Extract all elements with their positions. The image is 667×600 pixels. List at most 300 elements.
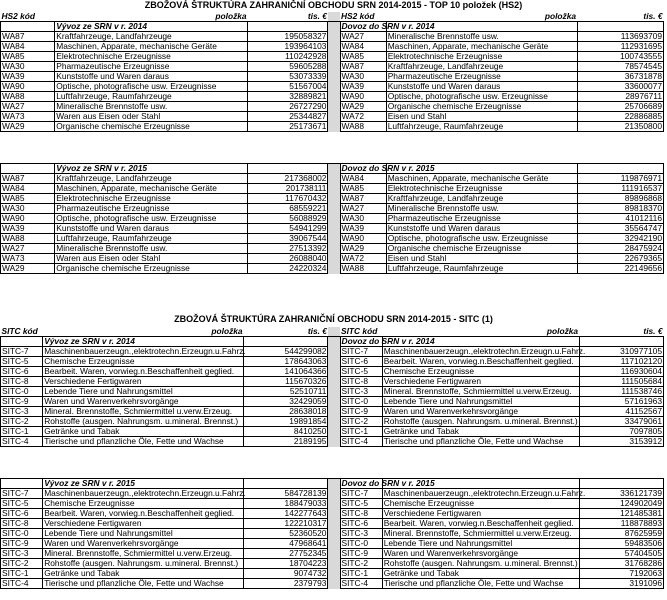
export-code-cell: SITC-0 [1, 529, 43, 539]
export-value-cell: 217368002 [248, 174, 328, 184]
spacer-cell [328, 427, 340, 437]
export-code-cell: WA73 [1, 254, 55, 264]
export-code-cell: WA39 [1, 72, 55, 82]
blank-cell [244, 479, 328, 489]
export-item-cell: Tierische und pflanzliche Öle, Fette und Wachse [43, 437, 244, 447]
import-item-cell: Eisen und Stahl [386, 112, 577, 122]
export-item-cell: Kraftfahrzeuge, Landfahrzeuge [55, 32, 248, 42]
export-item-cell: Rohstoffe (ausgen. Nahrungsm. u.mineral. Brennst.) [43, 559, 244, 569]
import-code-cell: SITC-0 [340, 397, 382, 407]
export-code-cell: SITC-0 [1, 387, 43, 397]
export-label: Vývoz ze SRN v r. 2015 [43, 479, 244, 489]
import-value-cell: 116930604 [579, 367, 663, 377]
export-code-cell: SITC-9 [1, 397, 43, 407]
export-value-cell: 110242928 [248, 52, 328, 62]
export-code-cell: WA88 [1, 92, 55, 102]
table-row [1, 82, 664, 92]
column-value-header: tis. € [643, 11, 663, 21]
spacer-cell [328, 347, 340, 357]
spacer-cell [328, 22, 340, 32]
import-value-cell: 21350800 [577, 122, 663, 132]
export-item-cell: Kunststoffe und Waren daraus [55, 224, 248, 234]
export-code-cell: WA85 [1, 194, 55, 204]
export-value-cell: 178643063 [244, 357, 328, 367]
table-row [1, 489, 664, 499]
import-item-cell: Verschiedene Fertigwaren [382, 377, 579, 387]
import-item-cell: Bearbeit. Waren, vorwieg.n.Beschaffenheit geglied. [382, 519, 579, 529]
import-value-cell: 28475924 [577, 244, 663, 254]
export-item-cell: Maschinenbauerzeugn.,elektrotechn.Erzeugn.u.Fahrz. [44, 346, 246, 356]
export-item-cell: Waren aus Eisen oder Stahl [55, 254, 248, 264]
import-value-cell: 3191096 [579, 579, 663, 589]
import-label: Dovoz do SRN v r. 2015 [341, 478, 435, 488]
export-code-cell: WA87 [1, 174, 55, 184]
block-label-row [1, 479, 664, 489]
import-code-cell: SITC-1 [340, 427, 382, 437]
import-value-cell: 33479061 [579, 417, 663, 427]
spacer-cell [328, 264, 340, 274]
export-item-cell: Verschiedene Fertigwaren [43, 377, 244, 387]
column-code-header: SITC kód [341, 326, 378, 336]
import-item-cell: Elektrotechnische Erzeugnisse [386, 184, 577, 194]
import-code-cell: SITC-5 [340, 499, 382, 509]
spacer-cell [328, 539, 340, 549]
import-item-cell: Lebende Tiere und Nahrungsmittel [382, 397, 579, 407]
import-code-cell: WA29 [340, 102, 386, 112]
export-code-cell: SITC-4 [1, 437, 43, 447]
import-item-cell: Rohstoffe (ausgen. Nahrungsm. u.mineral. Brennst.) [383, 558, 578, 568]
export-item-cell: Waren und Warenverkehrsvorgänge [43, 397, 244, 407]
spacer-cell [328, 357, 340, 367]
spacer-cell [328, 214, 340, 224]
export-value-cell: 56088929 [248, 214, 328, 224]
hs2-title: ZBOŽOVÁ ŠTRUKTÚRA ZAHRANIČNÍ OBCHODU SRN 2014-2015 - TOP 10 položek (HS2) [144, 0, 523, 10]
import-value-cell: 111538746 [579, 387, 663, 397]
table-row [1, 559, 664, 569]
import-code-cell: SITC-7 [340, 489, 382, 499]
export-item-cell: Maschinen, Apparate, mechanische Geräte [55, 184, 248, 194]
table-row [1, 92, 664, 102]
blank-cell [248, 22, 328, 32]
import-label: Dovoz do SRN v r. 2014 [341, 21, 435, 31]
blank-cell [579, 479, 663, 489]
import-item-cell: Kraftfahrzeuge, Landfahrzeuge [386, 62, 577, 72]
export-value-cell: 25344827 [248, 112, 328, 122]
block-label-row [1, 337, 664, 347]
column-code-header: HS2 kód [341, 11, 375, 21]
export-item-cell: Pharmazeutische Erzeugnisse [55, 62, 248, 72]
table-row [1, 244, 664, 254]
spacer-cell [328, 519, 340, 529]
export-item-cell: Elektrotechnische Erzeugnisse [55, 52, 248, 62]
export-value-cell: 52360520 [244, 529, 328, 539]
export-value-cell: 188479033 [244, 499, 328, 509]
blank-cell [577, 22, 663, 32]
export-item-cell: Bearbeit. Waren, vorwieg.n.Beschaffenheit geglied. [43, 367, 244, 377]
import-value-cell: 25706689 [577, 102, 663, 112]
export-value-cell: 2379793 [244, 579, 328, 589]
blank-cell [1, 154, 55, 164]
import-item-cell: Getränke und Tabak [382, 569, 579, 579]
table-row [1, 417, 664, 427]
import-code-cell: SITC-0 [340, 539, 382, 549]
table-row [1, 387, 664, 397]
export-item-cell: Organische chemische Erzeugnisse [55, 122, 248, 132]
import-value-cell: 111505684 [579, 377, 663, 387]
import-item-cell: Optische, photografische usw. Erzeugnisse [386, 92, 577, 102]
table-row [1, 112, 664, 122]
export-item-cell: Kunststoffe und Waren daraus [55, 72, 248, 82]
export-code-cell: WA90 [1, 82, 55, 92]
import-item-cell: Pharmazeutische Erzeugnisse [386, 72, 577, 82]
export-item-cell: Mineral. Brennstoffe, Schmiermittel u.verw.Erzeug. [43, 407, 244, 417]
import-code-cell: WA84 [340, 174, 386, 184]
import-item-cell: Eisen und Stahl [386, 254, 577, 264]
export-value-cell: 59605288 [248, 62, 328, 72]
import-value-cell: 7097805 [579, 427, 663, 437]
import-value-cell: 36731878 [577, 72, 663, 82]
spacer-cell [328, 509, 340, 519]
spacer-cell [328, 254, 340, 264]
export-code-cell: SITC-1 [1, 569, 43, 579]
import-value-cell: 41152567 [579, 407, 663, 417]
import-code-cell: SITC-5 [340, 367, 382, 377]
export-value-cell: 53073339 [248, 72, 328, 82]
import-value-cell: 28976711 [577, 92, 663, 102]
sitc-2014-table [0, 327, 664, 447]
export-code-cell: WA88 [1, 234, 55, 244]
table-row [1, 397, 664, 407]
import-value-cell: 124902049 [579, 499, 663, 509]
export-value-cell: 39067544 [248, 234, 328, 244]
blank-cell [579, 337, 663, 347]
spacer-cell [328, 92, 340, 102]
table-row [1, 579, 664, 589]
spacer-cell [328, 234, 340, 244]
import-value-cell: 57161963 [579, 397, 663, 407]
export-code-cell: WA84 [1, 184, 55, 194]
import-label: Dovoz do SRN v r. 2014 [341, 336, 435, 346]
column-item-header: položka [211, 326, 243, 336]
import-value-cell: 121485381 [579, 509, 663, 519]
table-row [1, 52, 664, 62]
spacer-cell [328, 397, 340, 407]
export-label: Vývoz ze SRN v r. 2014 [55, 22, 248, 32]
export-value-cell: 584728139 [244, 489, 328, 499]
column-item-header: položka [546, 326, 579, 336]
export-item-cell: Mineralische Brennstoffe usw. [55, 102, 248, 112]
block-label-row [1, 164, 664, 174]
table-row [1, 234, 664, 244]
import-code-cell: WA85 [340, 52, 386, 62]
import-value-cell: 117102120 [579, 357, 663, 367]
export-code-cell: SITC-4 [1, 579, 43, 589]
column-value-header: tis. € [307, 11, 327, 21]
import-value-cell: 78574545 [577, 62, 663, 72]
table-row [1, 264, 664, 274]
export-code-cell: SITC-2 [1, 559, 43, 569]
import-code-cell: WA90 [340, 234, 386, 244]
export-label: Vývoz ze SRN v r. 2014 [43, 337, 244, 347]
import-code-cell: WA39 [340, 224, 386, 234]
export-value-cell: 52510711 [244, 387, 328, 397]
export-value-cell: 25173671 [248, 122, 328, 132]
import-code-cell: WA88 [340, 264, 386, 274]
column-value-header: tis. € [643, 326, 663, 336]
import-code-cell: SITC-4 [340, 437, 382, 447]
import-item-cell: Maschinenbauerzeugn.,elektrotechn.Erzeugn.u.Fahrz. [383, 346, 586, 356]
export-item-cell: Kraftfahrzeuge, Landfahrzeuge [55, 174, 248, 184]
blank-cell [248, 164, 328, 174]
import-code-cell: WA90 [340, 92, 386, 102]
import-item-cell: Tierische und pflanzliche Öle, Fette und Wachse [382, 579, 579, 589]
import-code-cell: WA27 [340, 204, 386, 214]
export-code-cell: SITC-7 [1, 347, 43, 357]
export-item-cell: Lebende Tiere und Nahrungsmittel [43, 387, 244, 397]
hs2-2015-table [0, 154, 664, 274]
spacer-cell [328, 244, 340, 254]
import-code-cell: SITC-2 [340, 417, 382, 427]
export-code-cell: WA29 [1, 122, 55, 132]
import-code-cell: SITC-1 [340, 569, 382, 579]
export-code-cell: WA30 [1, 204, 55, 214]
import-code-cell: WA27 [340, 32, 386, 42]
spacer-cell [328, 529, 340, 539]
blank-cell [1, 469, 43, 479]
sitc-title: ZBOŽOVÁ ŠTRUKTÚRA ZAHRANIČNÍ OBCHODU SRN 2014-2015 - SITC (1) [174, 314, 493, 324]
blank-cell [1, 337, 43, 347]
export-value-cell: 19891854 [244, 417, 328, 427]
spacer-cell [328, 184, 340, 194]
blank-cell [1, 164, 55, 174]
export-code-cell: SITC-6 [1, 509, 43, 519]
spacer-cell [328, 204, 340, 214]
export-code-cell: SITC-3 [1, 407, 43, 417]
export-code-cell: WA73 [1, 112, 55, 122]
import-code-cell: SITC-7 [340, 347, 382, 357]
import-value-cell: 111916537 [577, 184, 663, 194]
import-item-cell: Luftfahrzeuge, Raumfahrzeuge [386, 264, 577, 274]
block-label-row [1, 22, 664, 32]
table-row [1, 407, 664, 417]
blank-cell [579, 469, 663, 479]
export-value-cell: 24220324 [248, 264, 328, 274]
table-row [1, 214, 664, 224]
table-row [1, 549, 664, 559]
export-value-cell: 9074732 [244, 569, 328, 579]
table-row [1, 357, 664, 367]
spacer-cell [328, 102, 340, 112]
import-code-cell: SITC-8 [340, 509, 382, 519]
import-item-cell: Kunststoffe und Waren daraus [386, 82, 577, 92]
blank-cell [328, 469, 340, 479]
export-value-cell: 122210317 [244, 519, 328, 529]
export-item-cell: Chemische Erzeugnisse [43, 357, 244, 367]
export-value-cell: 115670326 [244, 377, 328, 387]
import-code-cell: WA87 [340, 194, 386, 204]
spacer-cell [328, 559, 340, 569]
table-row [1, 204, 664, 214]
spacer-cell [328, 489, 340, 499]
column-item-header: položka [544, 11, 577, 21]
table-row [1, 427, 664, 437]
spacer-cell [328, 479, 340, 489]
import-item-cell: Bearbeit. Waren, vorwieg.n.Beschaffenheit geglied. [382, 357, 579, 367]
column-code-header: HS2 kód [1, 11, 36, 21]
import-item-cell: Organische chemische Erzeugnisse [386, 244, 577, 254]
import-item-cell: Organische chemische Erzeugnisse [386, 102, 577, 112]
export-value-cell: 544299082 [244, 347, 328, 357]
table-row [1, 499, 664, 509]
spacer-cell [328, 32, 340, 42]
table-row [1, 254, 664, 264]
export-code-cell: SITC-9 [1, 539, 43, 549]
import-item-cell: Luftfahrzeuge, Raumfahrzeuge [386, 122, 577, 132]
import-value-cell: 7192063 [579, 569, 663, 579]
export-value-cell: 54941299 [248, 224, 328, 234]
import-value-cell: 3153912 [579, 437, 663, 447]
export-item-cell: Waren und Warenverkehrsvorgänge [43, 539, 244, 549]
spacer-cell [328, 377, 340, 387]
spacer-cell [328, 437, 340, 447]
import-item-cell: Maschinen, Apparate, mechanische Geräte [386, 174, 577, 184]
import-item-cell: Maschinenbauerzeugn.,elektrotechn.Erzeugn.u.Fahrz. [383, 488, 586, 498]
import-code-cell: WA29 [340, 244, 386, 254]
import-value-cell: 118878893 [579, 519, 663, 529]
export-item-cell: Luftfahrzeuge, Raumfahrzeuge [55, 234, 248, 244]
table-row [1, 509, 664, 519]
export-code-cell: WA87 [1, 32, 55, 42]
export-value-cell: 195058327 [248, 32, 328, 42]
export-code-cell: WA27 [1, 244, 55, 254]
import-item-cell: Kunststoffe und Waren daraus [386, 224, 577, 234]
import-value-cell: 310977105 [579, 347, 663, 357]
import-item-cell: Mineralische Brennstoffe usw. [386, 204, 577, 214]
export-item-cell: Bearbeit. Waren, vorwieg.n.Beschaffenheit geglied. [43, 509, 244, 519]
spacer-cell [328, 194, 340, 204]
export-code-cell: SITC-5 [1, 499, 43, 509]
export-value-cell: 32889821 [248, 92, 328, 102]
table-row [1, 529, 664, 539]
export-code-cell: SITC-6 [1, 367, 43, 377]
export-code-cell: SITC-5 [1, 357, 43, 367]
export-value-cell: 193964103 [248, 42, 328, 52]
import-item-cell: Mineral. Brennstoffe, Schmiermittel u.verw.Erzeug. [382, 529, 579, 539]
import-item-cell: Waren und Warenverkehrsvorgänge [382, 549, 579, 559]
export-code-cell: SITC-7 [1, 489, 43, 499]
export-code-cell: WA29 [1, 264, 55, 274]
import-value-cell: 35564747 [577, 224, 663, 234]
export-code-cell: WA85 [1, 52, 55, 62]
export-label: Vývoz ze SRN v r. 2015 [55, 164, 248, 174]
spacer-cell [328, 52, 340, 62]
export-code-cell: WA27 [1, 102, 55, 112]
import-value-cell: 41012116 [577, 214, 663, 224]
spacer-cell [328, 327, 340, 337]
import-item-cell: Verschiedene Fertigwaren [382, 509, 579, 519]
import-value-cell: 89896868 [577, 194, 663, 204]
blank-cell [1, 479, 43, 489]
export-code-cell: SITC-3 [1, 549, 43, 559]
table-row [1, 122, 664, 132]
table-row [1, 102, 664, 112]
export-item-cell: Rohstoffe (ausgen. Nahrungsm. u.mineral. Brennst.) [43, 417, 244, 427]
export-value-cell: 26088040 [248, 254, 328, 264]
import-value-cell: 22679365 [577, 254, 663, 264]
export-item-cell: Maschinenbauerzeugn.,elektrotechn.Erzeugn.u.Fahrz. [44, 488, 246, 498]
blank-cell [244, 337, 328, 347]
import-item-cell: Mineral. Brennstoffe, Schmiermittel u.verw.Erzeug. [382, 387, 579, 397]
table-row [1, 569, 664, 579]
export-item-cell: Optische, photografische usw. Erzeugnisse [55, 82, 248, 92]
spacer-cell [328, 387, 340, 397]
table-row [1, 224, 664, 234]
import-item-cell: Getränke und Tabak [382, 427, 579, 437]
import-item-cell: Kraftfahrzeuge, Landfahrzeuge [386, 194, 577, 204]
import-value-cell: 22149656 [577, 264, 663, 274]
import-item-cell: Chemische Erzeugnisse [382, 499, 579, 509]
import-code-cell: SITC-2 [340, 559, 382, 569]
export-value-cell: 117670432 [248, 194, 328, 204]
spacer-cell [328, 164, 340, 174]
spacer-cell [328, 72, 340, 82]
import-code-cell: WA85 [340, 184, 386, 194]
export-code-cell: WA39 [1, 224, 55, 234]
export-item-cell: Getränke und Tabak [43, 569, 244, 579]
import-label: Dovoz do SRN v r. 2015 [341, 163, 435, 173]
spacer-cell [328, 417, 340, 427]
import-code-cell: WA39 [340, 82, 386, 92]
export-item-cell: Getränke und Tabak [43, 427, 244, 437]
export-code-cell: WA30 [1, 62, 55, 72]
import-code-cell: WA30 [340, 72, 386, 82]
import-item-cell: Mineralische Brennstoffe usw. [386, 32, 577, 42]
import-item-cell: Maschinen, Apparate, mechanische Geräte [386, 42, 577, 52]
export-item-cell: Waren aus Eisen oder Stahl [55, 112, 248, 122]
spacer-cell [328, 569, 340, 579]
import-code-cell: SITC-8 [340, 377, 382, 387]
column-code-header: SITC kód [1, 326, 38, 336]
export-value-cell: 32429059 [244, 397, 328, 407]
sitc-2015-table [0, 469, 664, 589]
export-item-cell: Pharmazeutische Erzeugnisse [55, 204, 248, 214]
spacer-cell [328, 549, 340, 559]
import-code-cell: WA87 [340, 62, 386, 72]
spacer-cell [328, 337, 340, 347]
export-item-cell: Mineral. Brennstoffe, Schmiermittel u.verw.Erzeug. [43, 549, 244, 559]
spacer-cell [328, 367, 340, 377]
blank-cell [577, 154, 663, 164]
table-row [1, 437, 664, 447]
export-value-cell: 68559221 [248, 204, 328, 214]
table-row [1, 32, 664, 42]
import-code-cell: SITC-9 [340, 549, 382, 559]
import-value-cell: 119876971 [577, 174, 663, 184]
table-row [1, 347, 664, 357]
spacer-cell [328, 82, 340, 92]
blank-cell [248, 154, 328, 164]
blank-cell [1, 22, 55, 32]
import-item-cell: Chemische Erzeugnisse [382, 367, 579, 377]
import-code-cell: WA84 [340, 42, 386, 52]
export-value-cell: 47968641 [244, 539, 328, 549]
import-code-cell: WA72 [340, 254, 386, 264]
import-code-cell: WA72 [340, 112, 386, 122]
table-row [1, 519, 664, 529]
export-code-cell: WA90 [1, 214, 55, 224]
import-value-cell: 32942190 [577, 234, 663, 244]
column-value-header: tis. € [307, 326, 327, 336]
